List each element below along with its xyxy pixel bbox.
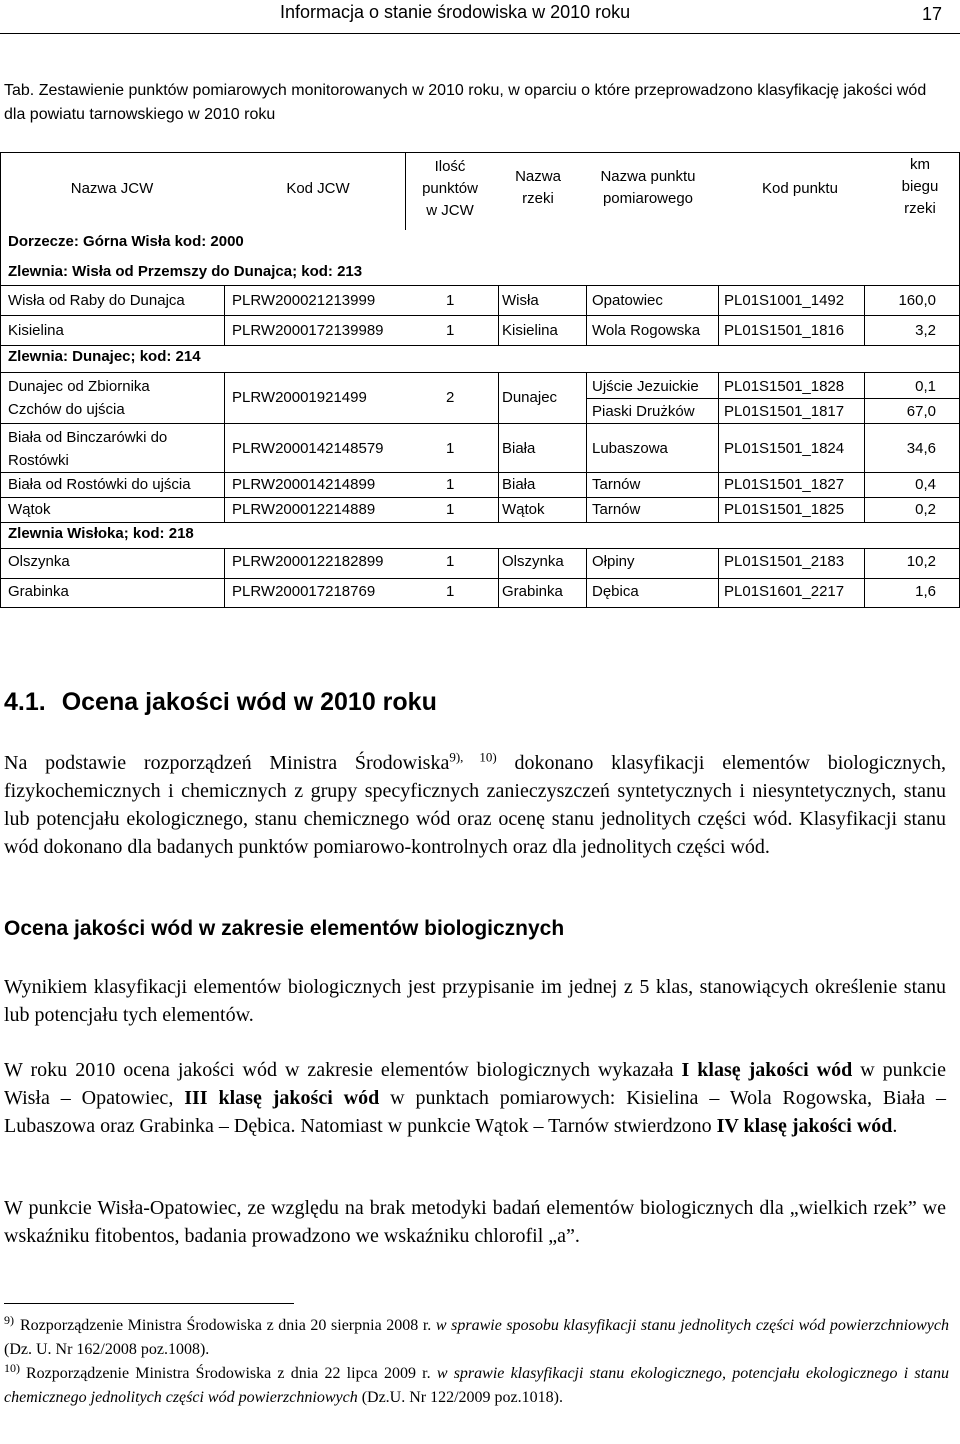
- table-row-cell: PLRW2000172139989: [232, 322, 384, 339]
- table-row-cell: Lubaszowa: [592, 440, 668, 457]
- table-row-cell: 0,1: [915, 378, 936, 395]
- class-iv-label: IV klasę jakości wód: [716, 1115, 893, 1137]
- table-row-cell: PLRW2000122182899: [232, 553, 384, 570]
- table-row-cell: 1: [446, 440, 455, 457]
- table-row-cell: Wola Rogowska: [592, 322, 701, 339]
- section-heading: [4, 688, 437, 717]
- table-row-cell: PLRW200017218769: [232, 583, 376, 600]
- table-border: [0, 152, 1, 608]
- table-row-cell: Dunajec: [502, 389, 558, 406]
- paragraph-4: W punkcie Wisła-Opatowiec, ze względu na brak metodyki badań elementów biologicznych dla „wielkich rzek” we wskaźniku fitobentos, badania prowadzono we wskaźniku chlorofil „a”.: [4, 1197, 946, 1247]
- footnotes: [4, 1314, 949, 1410]
- table-border: [0, 522, 960, 523]
- table-row-cell: Biała: [502, 440, 536, 457]
- table-row-cell: PL01S1501_1824: [724, 440, 845, 457]
- table-row-cell: Tarnów: [592, 501, 641, 518]
- table-border: [0, 578, 960, 579]
- table-row-cell: Grabinka: [502, 583, 563, 600]
- header-ilosc-3: w JCW: [426, 202, 474, 219]
- table-border: [718, 285, 719, 345]
- paragraph-2: Wynikiem klasyfikacji elementów biologicznych jest przypisanie im jednej z 5 klas, stanowiących określenie stanu lub potencjału tych elementów.: [4, 976, 946, 1026]
- table-row-cell: PLRW200012214889: [232, 501, 376, 518]
- header-km-3: rzeki: [904, 200, 936, 217]
- table-border: [718, 372, 719, 522]
- header-ilosc-1: Ilość: [434, 158, 466, 175]
- group-zlewnia-218: Zlewnia Wisłoka; kod: 218: [8, 525, 194, 542]
- paragraph-3-text-c: w punkcie Wisła – Opatowiec,: [4, 1059, 946, 1109]
- group-dorzecze: Dorzecze: Górna Wisła kod: 2000: [8, 233, 244, 250]
- table-border: [0, 497, 960, 498]
- table-row-cell: 2: [446, 389, 455, 406]
- table-row-cell: 160,0: [898, 292, 936, 309]
- table-border: [405, 152, 406, 230]
- table-border: [224, 548, 225, 608]
- table-row-cell: Wątok: [8, 501, 51, 518]
- table-border: [0, 152, 960, 153]
- table-border: [224, 285, 225, 345]
- paragraph-3: [4, 1056, 946, 1140]
- table-border: [0, 285, 960, 286]
- table-row-cell: 1,6: [915, 583, 936, 600]
- running-title: Informacja o stanie środowiska w 2010 roku: [280, 2, 631, 22]
- table-row-cell: 0,2: [915, 501, 936, 518]
- table-row-cell: 1: [446, 553, 455, 570]
- footnote-rule: [4, 1303, 294, 1304]
- table-row-cell: PL01S1501_1827: [724, 476, 845, 493]
- table-row-cell: 0,4: [915, 476, 936, 493]
- table-row-cell: 1: [446, 501, 455, 518]
- footnote-title: w sprawie sposobu klasyfikacji stanu jednolitych części wód powierzchniowych: [435, 1317, 949, 1334]
- table-caption: Tab. Zestawienie punktów pomiarowych monitorowanych w 2010 roku, w oparciu o które przeprowadzono klasyfikację jakości wód dla powiatu tarnowskiego w 2010 roku: [4, 82, 927, 123]
- table-row-cell: PL01S1501_1816: [724, 322, 845, 339]
- header-nazwa-punktu-1: Nazwa punktu: [600, 168, 696, 185]
- table-row-cell: Tarnów: [592, 476, 641, 493]
- table-row-cell: 34,6: [906, 440, 936, 457]
- measurement-points-table: [0, 152, 960, 608]
- table-border: [586, 372, 587, 522]
- paragraph-1-text-a: Na podstawie rozporządzeń Ministra Środowiska: [4, 752, 450, 774]
- group-zlewnia-214: Zlewnia: Dunajec; kod: 214: [8, 348, 201, 365]
- table-border: [0, 372, 960, 373]
- table-border: [498, 372, 499, 522]
- table-border: [0, 315, 960, 316]
- paragraph-1: [4, 749, 946, 861]
- table-row-cell: Kisielina: [502, 322, 558, 339]
- table-row-cell: PLRW200021213999: [232, 292, 376, 309]
- table-row-cell: Wisła od Raby do Dunajca: [8, 292, 185, 309]
- footnote-title: w sprawie klasyfikacji stanu ekologicznego, potencjału ekologicznego i stanu chemicznego jednolitych części wód powierzchniowych: [4, 1365, 950, 1406]
- header-km-1: km: [910, 156, 930, 173]
- table-row-cell: Dunajec od Zbiornika: [8, 378, 150, 395]
- group-zlewnia-213: Zlewnia: Wisła od Przemszy do Dunajca; kod: 213: [8, 263, 363, 280]
- table-row-cell: Wątok: [502, 501, 545, 518]
- table-border: [498, 548, 499, 608]
- header-ilosc-2: punktów: [422, 180, 478, 197]
- table-row-cell: Biała od Rostówki do ujścia: [8, 476, 191, 493]
- table-row-cell: 3,2: [915, 322, 936, 339]
- table-row-cell: 67,0: [906, 403, 936, 420]
- footnote-reference: 9), 10): [449, 749, 497, 765]
- table-row-cell: Olszynka: [8, 553, 70, 570]
- table-row-cell: Wisła: [502, 292, 539, 309]
- table-border: [0, 345, 960, 346]
- table-border: [586, 548, 587, 608]
- table-row-cell: Kisielina: [8, 322, 64, 339]
- table-row-cell: Grabinka: [8, 583, 69, 600]
- table-row-cell: 1: [446, 476, 455, 493]
- table-row-cell: Piaski Drużków: [592, 403, 695, 420]
- table-row-cell: PL01S1501_1817: [724, 403, 845, 420]
- table-row-cell: Dębica: [592, 583, 639, 600]
- section-number: 4.1.: [4, 688, 46, 716]
- table-border: [864, 285, 865, 345]
- table-row-cell: PL01S1001_1492: [724, 292, 845, 309]
- table-row-cell: PLRW20001921499: [232, 389, 367, 406]
- table-row-cell: Rostówki: [8, 452, 69, 469]
- header-nazwa-jcw: Nazwa JCW: [70, 180, 154, 197]
- table-row-cell: PL01S1601_2217: [724, 583, 845, 600]
- header-kod-jcw: Kod JCW: [286, 180, 350, 197]
- header-rule: [0, 33, 960, 34]
- table-row-cell: PL01S1501_1825: [724, 501, 845, 518]
- table-row-cell: Biała: [502, 476, 536, 493]
- table-border: [0, 472, 960, 473]
- class-iii-label: III klasę jakości wód: [184, 1087, 380, 1109]
- page-header: [0, 0, 960, 36]
- table-border: [586, 285, 587, 345]
- header-nazwa-rzeki-2: rzeki: [522, 190, 554, 207]
- table-border: [0, 423, 960, 424]
- table-border: [498, 285, 499, 345]
- table-row-cell: 1: [446, 322, 455, 339]
- table-row-cell: Biała od Binczarówki do: [8, 429, 168, 446]
- footnote-text: Rozporządzenie Ministra Środowiska z dnia 22 lipca 2009 r.: [26, 1365, 437, 1382]
- table-row-cell: Olszynka: [502, 553, 564, 570]
- footnote-text: Rozporządzenie Ministra Środowiska z dnia 20 sierpnia 2008 r.: [20, 1317, 436, 1334]
- table-row-cell: Ołpiny: [592, 553, 635, 570]
- table-row-cell: PLRW2000142148579: [232, 440, 384, 457]
- paragraph-3-text-a: W roku 2010 ocena jakości wód w zakresie elementów biologicznych wykazała: [4, 1059, 682, 1081]
- footnote-mark: 10): [4, 1360, 20, 1375]
- table-row-cell: 1: [446, 583, 455, 600]
- footnote-source: (Dz. U. Nr 162/2008 poz.1008).: [4, 1341, 210, 1358]
- footnote-source: (Dz.U. Nr 122/2009 poz.1018).: [357, 1389, 563, 1406]
- table-row-cell: Ujście Jezuickie: [592, 378, 699, 395]
- table-border: [718, 548, 719, 608]
- table-border: [864, 372, 865, 522]
- footnote-mark: 9): [4, 1312, 14, 1327]
- table-border: [864, 548, 865, 608]
- footnote-10: [4, 1362, 949, 1410]
- paragraph-3-text-d: w punktach pomiarowych: Kisielina – Wola Rogowska, Biała – Lubaszowa oraz Grabinka – Dębica. Natomiast w punkcie Wątok – Tarnów stwierdzono: [4, 1087, 946, 1137]
- section-title: Ocena jakości wód w 2010 roku: [61, 688, 437, 716]
- header-nazwa-punktu-2: pomiarowego: [602, 190, 694, 207]
- table-border: [0, 607, 960, 608]
- table-row-cell: PL01S1501_2183: [724, 553, 845, 570]
- table-row-cell: PLRW200014214899: [232, 476, 376, 493]
- table-row-cell: Opatowiec: [592, 292, 663, 309]
- table-row-cell: PL01S1501_1828: [724, 378, 845, 395]
- paragraph-1-text-b: dokonano klasyfikacji elementów biologicznych, fizykochemicznych i chemicznych z grupy specyficznych zanieczyszczeń syntetycznych i niesyntetycznych, stanu lub potencjału ekologicznego, stanu chemicznego wód oraz ocenę stanu jednolitych części wód. Klasyfikacji stanu wód dokonano dla badanych punktów pomiarowo-kontrolnych oraz dla jednolitych części wód.: [4, 752, 946, 858]
- table-row-cell: 10,2: [906, 553, 936, 570]
- table-row-cell: 1: [446, 292, 455, 309]
- page-number: 17: [922, 4, 943, 24]
- table-row-cell: Czchów do ujścia: [8, 401, 125, 418]
- class-i-label: I klasę jakości wód: [681, 1059, 853, 1081]
- table-border: [224, 372, 225, 522]
- header-km-2: biegu: [901, 178, 939, 195]
- header-nazwa-rzeki-1: Nazwa: [515, 168, 561, 185]
- footnote-9: [4, 1314, 949, 1362]
- table-border: [0, 548, 960, 549]
- table-border: [586, 398, 960, 399]
- subheading: Ocena jakości wód w zakresie elementów biologicznych: [4, 917, 565, 940]
- header-kod-punktu: Kod punktu: [762, 180, 838, 197]
- paragraph-3-text-e: .: [892, 1115, 898, 1137]
